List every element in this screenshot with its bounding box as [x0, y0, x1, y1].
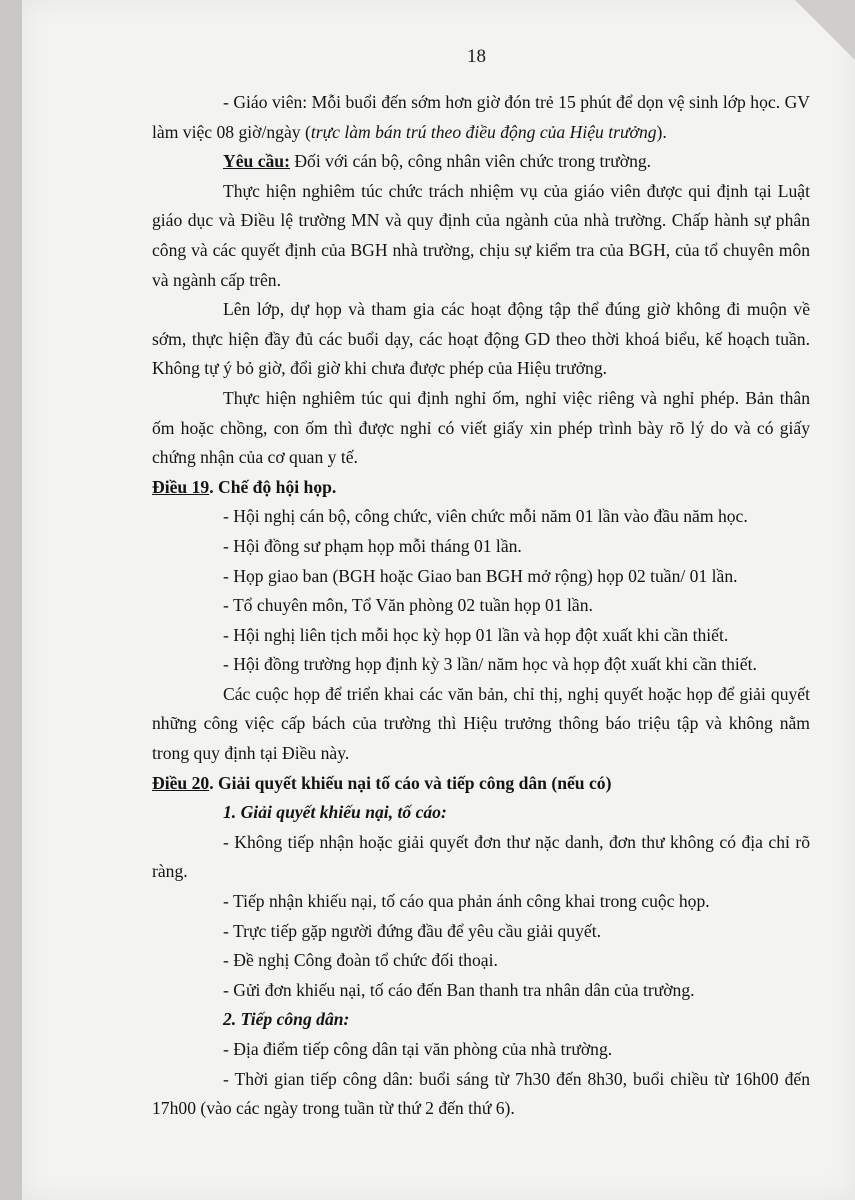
requirement-line [152, 147, 810, 177]
teacher-text-end: ). [656, 121, 667, 142]
article-20-title: . Giải quyết khiếu nại tố cáo và tiếp công dân (nếu có) [209, 772, 612, 793]
subheading-citizens: 2. Tiếp công dân: [223, 1009, 350, 1030]
article-20-label: Điều 20 [152, 772, 210, 793]
list-item: - Tổ chuyên môn, Tổ Văn phòng 02 tuần họp 01 lần. [223, 595, 593, 616]
list-item: - Đề nghị Công đoàn tổ chức đối thoại. [223, 950, 498, 971]
list-item: - Trực tiếp gặp người đứng đầu để yêu cầu giải quyết. [223, 920, 601, 941]
list-item: - Hội đồng trường họp định kỳ 3 lần/ năm học và họp đột xuất khi cần thiết. [223, 654, 757, 675]
teacher-text: - Giáo viên: Mỗi buổi đến sớm hơn giờ đón trẻ 15 phút để dọn vệ sinh lớp học. GV làm việc 08 giờ/ngày ( [152, 92, 810, 142]
paragraph-attendance: Lên lớp, dự họp và tham gia các hoạt động tập thể đúng giờ không đi muộn về sớm, thực hiện đầy đủ các buổi dạy, các hoạt động GD theo thời khoá biểu, kế hoạch tuần. Không tự ý bỏ giờ, đổi giờ khi chưa được phép của Hiệu trưởng. [152, 299, 810, 379]
list-item: - Hội nghị liên tịch mỗi học kỳ họp 01 lần và họp đột xuất khi cần thiết. [223, 624, 729, 645]
paragraph-meetings: Các cuộc họp để triển khai các văn bản, chỉ thị, nghị quyết hoặc họp để giải quyết những công việc cấp bách của trường thì Hiệu trưởng thông báo triệu tập và không nằm trong quy định tại Điều này. [152, 683, 810, 764]
article-19-title: . Chế độ hội họp. [209, 476, 337, 497]
document-body [152, 88, 810, 1124]
article-20-heading [152, 769, 810, 799]
article-19-heading [152, 473, 810, 503]
paragraph-leave: Thực hiện nghiêm túc qui định nghỉ ốm, nghỉ việc riêng và nghỉ phép. Bản thân ốm hoặc chồng, con ốm thì được nghỉ có viết giấy xin phép trình bày rõ lý do và có giấy chứng nhận của cơ quan y tế. [152, 387, 810, 468]
paragraph-duties: Thực hiện nghiêm túc chức trách nhiệm vụ của giáo viên được qui định tại Luật giáo dục và Điều lệ trường MN và quy định của ngành của nhà trường. Chấp hành sự phân công và các quyết định của BGH nhà trường, chịu sự kiểm tra của BGH, của tổ chuyên môn và ngành cấp trên. [152, 180, 810, 290]
subheading-complaints: 1. Giải quyết khiếu nại, tố cáo: [223, 802, 447, 823]
list-item: - Hội đồng sư phạm họp mỗi tháng 01 lần. [223, 535, 522, 556]
teacher-note: trực làm bán trú theo điều động của Hiệu trưởng [310, 121, 657, 142]
teacher-paragraph [152, 88, 810, 147]
document-page [22, 0, 855, 1200]
article-19-label: Điều 19 [152, 476, 210, 497]
list-item: - Không tiếp nhận hoặc giải quyết đơn thư nặc danh, đơn thư không có địa chỉ rõ ràng. [152, 831, 810, 882]
list-item: - Thời gian tiếp công dân: buổi sáng từ 7h30 đến 8h30, buổi chiều từ 16h00 đến 17h00 (vào các ngày trong tuần từ thứ 2 đến thứ 6). [152, 1068, 810, 1119]
requirement-text: Đối với cán bộ, công nhân viên chức trong trường. [289, 151, 652, 172]
page-number: 18 [467, 46, 486, 67]
requirement-label: Yêu cầu: [223, 151, 290, 172]
list-item: - Tiếp nhận khiếu nại, tố cáo qua phản ánh công khai trong cuộc họp. [223, 891, 710, 912]
page-corner [795, 0, 855, 60]
list-item: - Gửi đơn khiếu nại, tố cáo đến Ban thanh tra nhân dân của trường. [223, 979, 695, 1000]
list-item: - Hội nghị cán bộ, công chức, viên chức mỗi năm 01 lần vào đầu năm học. [223, 506, 748, 527]
list-item: - Họp giao ban (BGH hoặc Giao ban BGH mở rộng) họp 02 tuần/ 01 lần. [223, 565, 738, 586]
list-item: - Địa điểm tiếp công dân tại văn phòng của nhà trường. [223, 1039, 613, 1059]
